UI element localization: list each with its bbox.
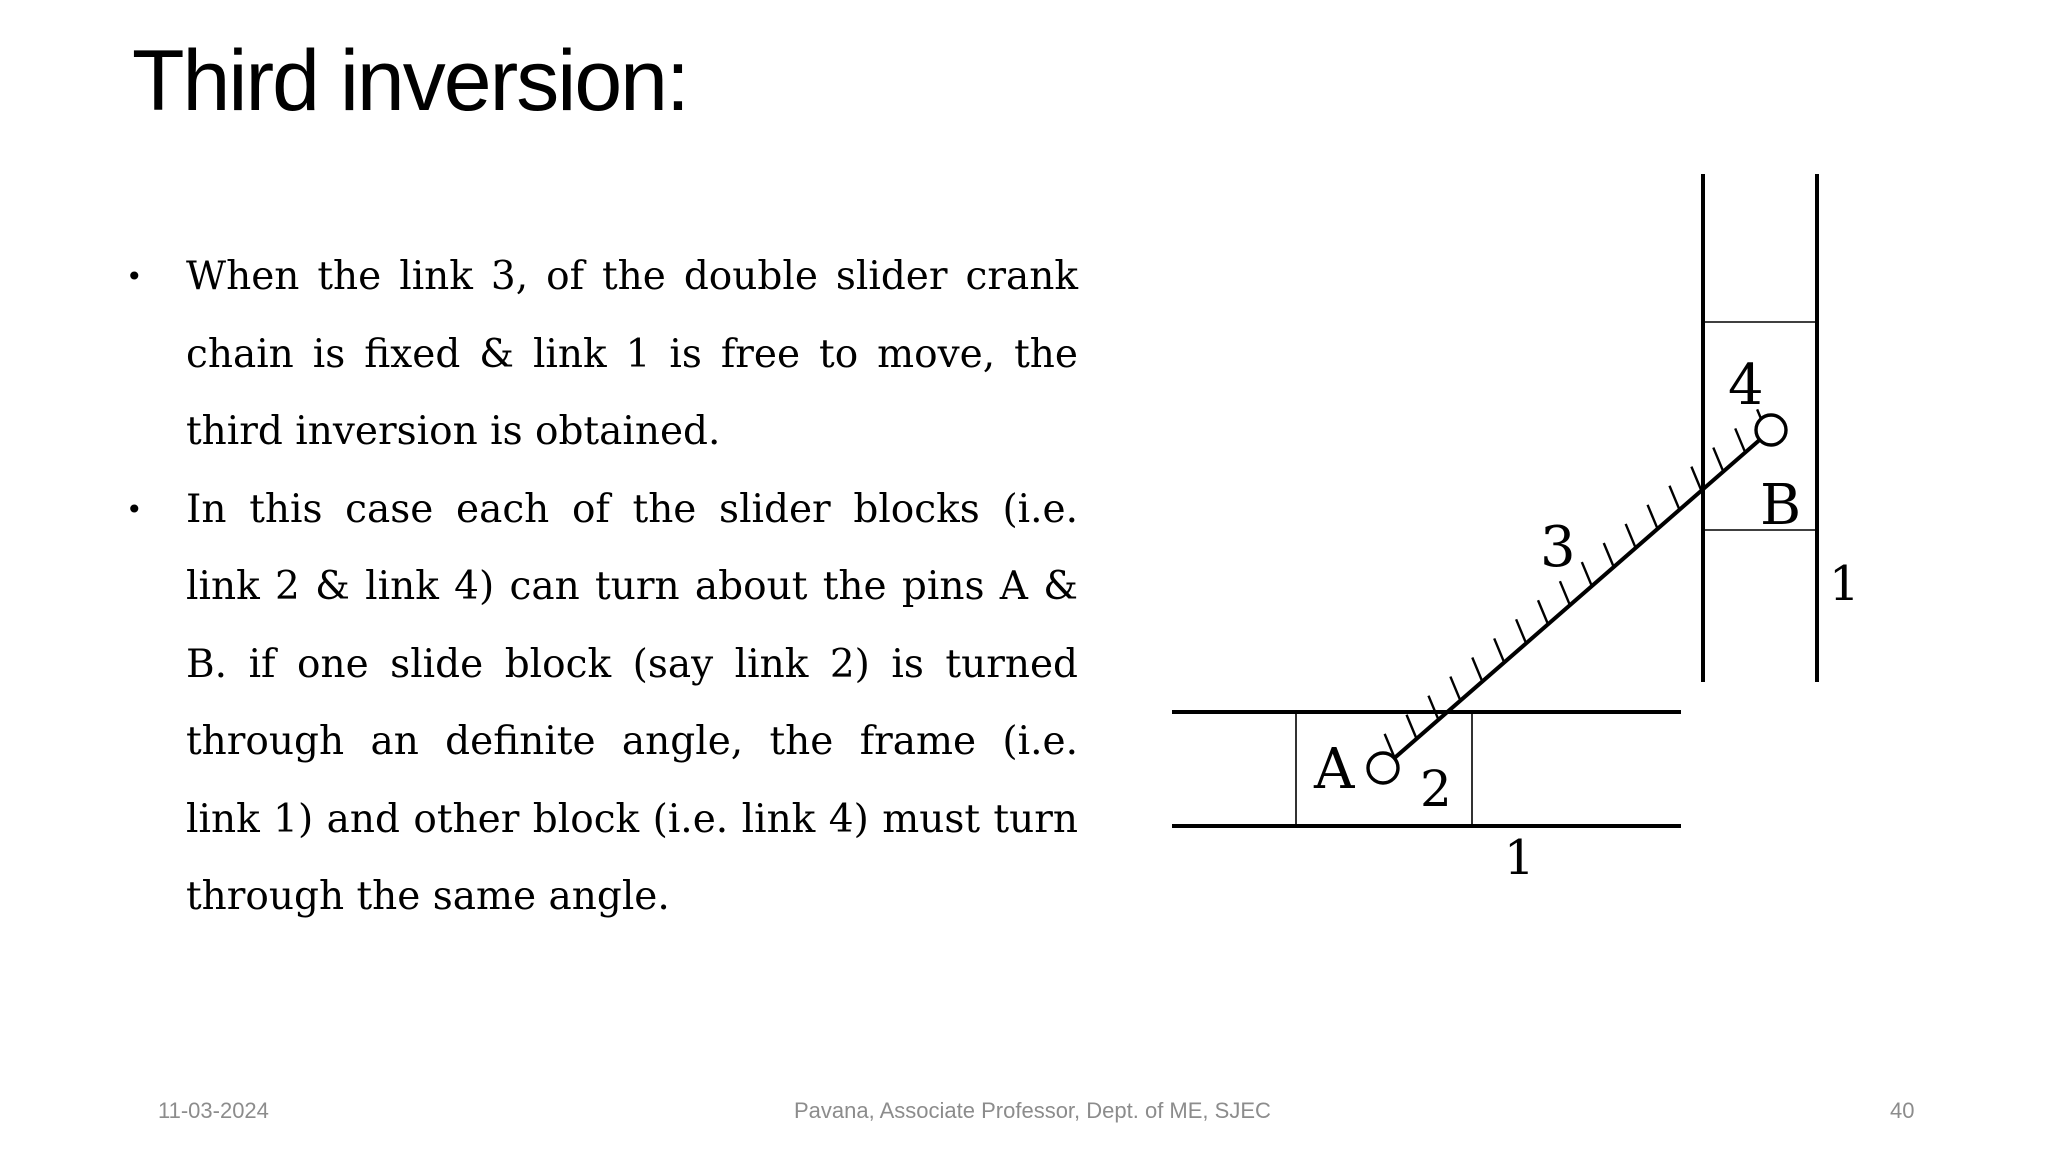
bullet-item [118,471,1078,936]
hatch-tick [1538,600,1548,624]
label-frame-horizontal: 1 [1504,830,1535,886]
hatch-tick [1626,524,1636,548]
label-link-4: 4 [1728,353,1764,418]
link-3-bar [1383,430,1771,768]
footer-page-number: 40 [1890,1098,1915,1123]
hatch-tick [1450,677,1460,701]
hatch-tick [1428,696,1438,720]
hatch-tick [1604,543,1614,567]
footer-author: Pavana, Associate Professor, Dept. of ME, SJEC [794,1098,1271,1123]
pin-b [1756,415,1786,445]
bullet-item [118,238,1078,471]
label-frame-vertical: 1 [1829,556,1860,612]
hatch-tick [1669,486,1679,510]
bullet-list [118,238,1078,936]
hatch-tick [1582,562,1592,586]
hatch-tick [1648,505,1658,529]
bullet-text: In this case each of the slider blocks (i.e. link 2 & link 4) can turn about the pins A & B. if one slide block (say link 2) is turned through an definite angle, the frame (i.e. link 1) and other block (i.e. link 4) must turn through the same angle. [186,486,1078,919]
hatch-tick [1494,638,1504,662]
hatch-tick [1560,581,1570,605]
label-pin-b: B [1760,473,1802,538]
bullet-marker: • [126,492,143,526]
pin-a [1368,753,1398,783]
label-pin-a: A [1314,737,1355,802]
hatch-tick [1472,658,1482,682]
bullet-marker: • [126,260,143,293]
label-link-2: 2 [1420,760,1452,818]
link-3-fixed-hatching [1385,409,1767,757]
footer-date: 11-03-2024 [158,1098,269,1123]
hatch-tick [1713,448,1723,472]
hatch-tick [1735,428,1745,452]
hatch-tick [1516,619,1526,643]
bullet-text: When the link 3, of the double slider crank chain is fixed & link 1 is free to move, the third inversion is obtained. [186,254,1078,454]
slide-title: Third inversion: [132,33,688,129]
hatch-tick [1407,715,1417,739]
label-link-3: 3 [1540,515,1576,580]
double-slider-crank-diagram [1160,160,1880,900]
hatch-tick [1691,467,1701,491]
